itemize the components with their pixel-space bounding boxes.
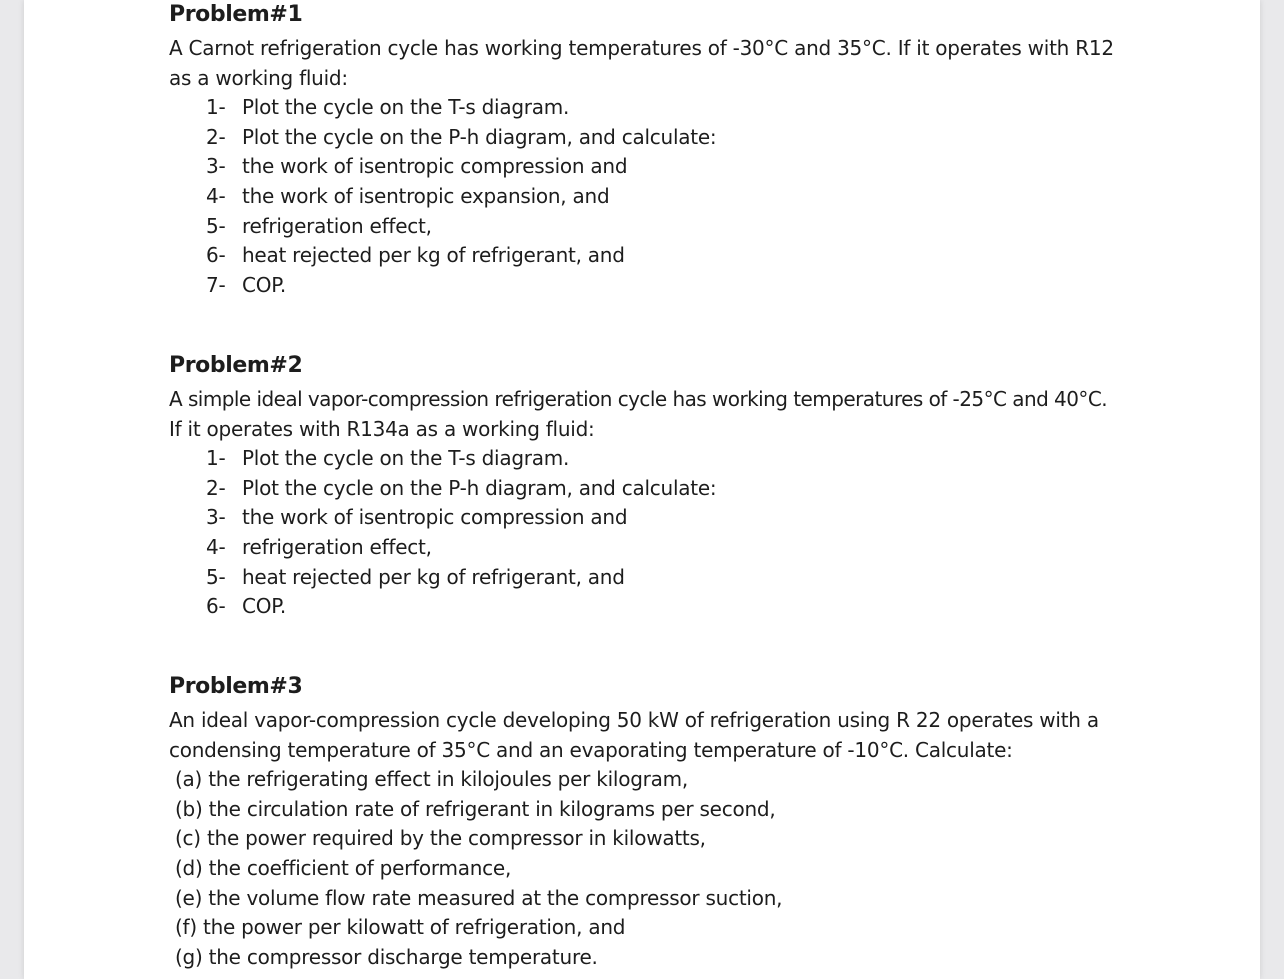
list-item-number: 2- [206,475,226,500]
list-item [169,533,1229,563]
problem-description-line: A Carnot refrigeration cycle has working temperatures of -30°C and 35°C. If it operates with R12 [169,36,1114,60]
list-item [169,503,1229,533]
list-item-text: the work of isentropic compression and [242,154,628,179]
problem-description-line: If it operates with R134a as a working fluid: [169,416,595,441]
list-item: (f) the power per kilowatt of refrigeration, and [175,915,626,940]
list-item-number: 6- [206,243,226,268]
list-item-text: refrigeration effect, [242,534,432,559]
document-page [24,0,1260,979]
list-item-text: heat rejected per kg of refrigerant, and [242,243,625,268]
list-item [169,93,1229,123]
problem-1 [169,0,1229,300]
list-item [169,182,1229,212]
list-item-number: 4- [206,534,226,559]
list-item-text: Plot the cycle on the T-s diagram. [242,95,570,120]
list-item-text: Plot the cycle on the P-h diagram, and calculate: [242,124,717,149]
list-item-number: 3- [206,154,226,179]
problem-title: Problem#3 [169,674,303,699]
list-item-number: 5- [206,564,226,589]
list-item: (e) the volume flow rate measured at the compressor suction, [175,885,783,910]
list-item [169,444,1229,474]
list-item-text: the work of isentropic expansion, and [242,183,610,208]
list-item-text: heat rejected per kg of refrigerant, and [242,564,625,589]
list-item-number: 1- [206,446,226,471]
list-item-text: Plot the cycle on the P-h diagram, and calculate: [242,475,717,500]
problem-title: Problem#1 [169,2,303,27]
list-item-text: refrigeration effect, [242,213,432,238]
list-item-number: 7- [206,272,226,297]
list-item-number: 1- [206,95,226,120]
list-item-text: COP. [242,594,287,619]
list-item [169,592,1229,622]
list-item: (a) the refrigerating effect in kilojoules per kilogram, [175,767,688,792]
list-item [169,152,1229,182]
list-item: (b) the circulation rate of refrigerant in kilograms per second, [175,796,776,821]
problem-description-line: condensing temperature of 35°C and an evaporating temperature of -10°C. Calculate: [169,737,1013,762]
problem-2 [169,351,1229,622]
list-item [169,474,1229,504]
list-item: (g) the compressor discharge temperature. [175,944,598,969]
problem-description-line: An ideal vapor-compression cycle developing 50 kW of refrigeration using R 22 operates with a [169,708,1099,732]
problem-title: Problem#2 [169,353,303,378]
list-item-number: 2- [206,124,226,149]
list-item [169,241,1229,271]
list-item-number: 4- [206,183,226,208]
list-item: (d) the coefficient of performance, [175,855,512,880]
list-item-text: the work of isentropic compression and [242,505,628,530]
list-item-number: 3- [206,505,226,530]
list-item [169,271,1229,301]
list-item [169,123,1229,153]
problem-3 [169,672,1229,972]
list-item [169,563,1229,593]
list-item-number: 6- [206,594,226,619]
problem-description-line: A simple ideal vapor-compression refrigeration cycle has working temperatures of -25°C and 40°C. [169,387,1108,411]
list-item-number: 5- [206,213,226,238]
list-item [169,212,1229,242]
list-item: (c) the power required by the compressor in kilowatts, [175,826,706,851]
problem-description-line: as a working fluid: [169,65,348,90]
list-item-text: COP. [242,272,287,297]
list-item-text: Plot the cycle on the T-s diagram. [242,446,570,471]
